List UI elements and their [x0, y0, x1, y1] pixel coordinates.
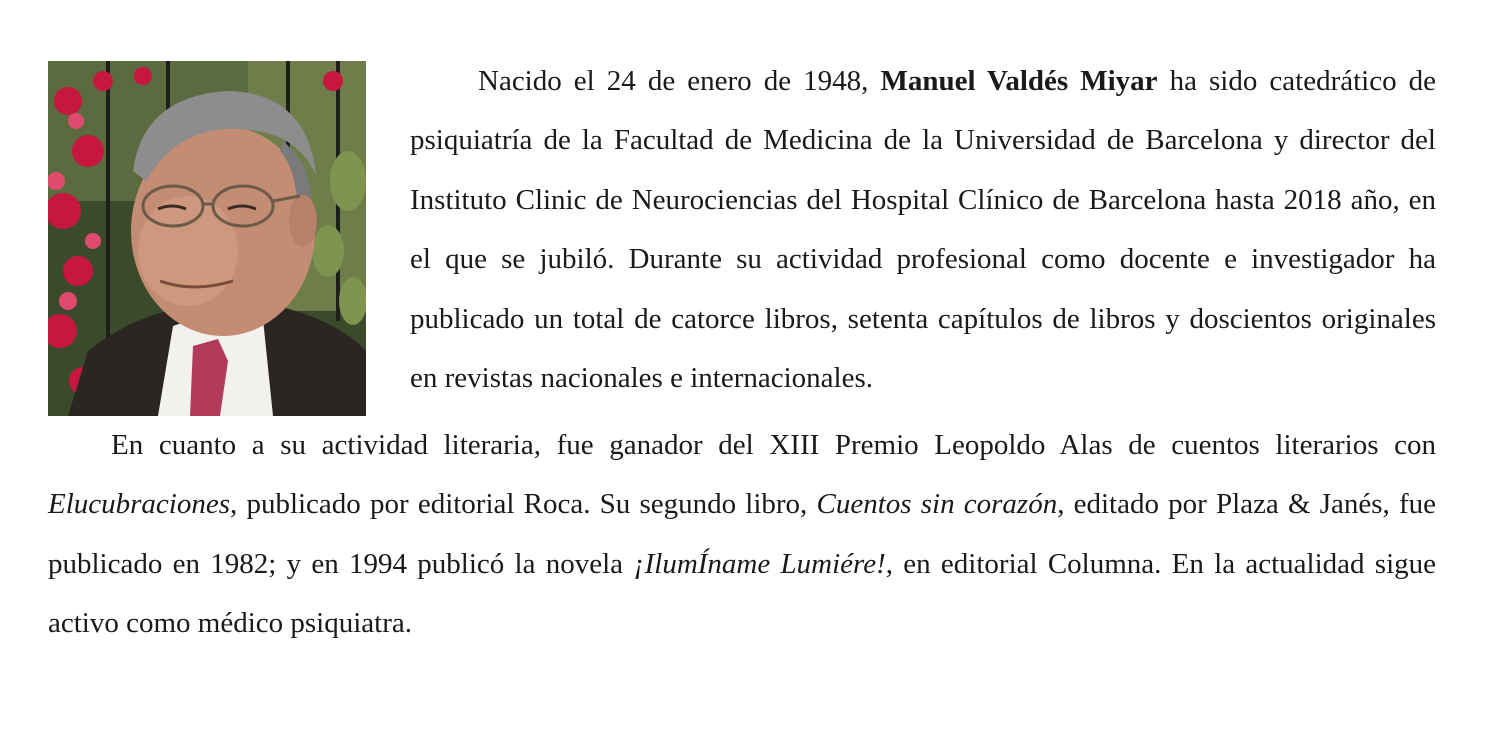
book-title-iluminame: ¡IlumÍname Lumiére! [633, 547, 886, 580]
literary-text-3: , editado por Plaza & Janés, fue publicado en 1982; y en 1994 publicó la novela [48, 488, 1436, 580]
literary-text-1: En cuanto a su actividad literaria, fue ganador del XIII Premio Leopoldo Alas de cuentos literarios con [111, 429, 1436, 461]
author-portrait-photo [48, 61, 366, 416]
literary-text-2: , publicado por editorial Roca. Su segundo libro, [230, 488, 808, 521]
paragraph-literary [48, 416, 1436, 654]
biography-text [48, 52, 1436, 654]
career-text: ha sido catedrático de psiquiatría de la Facultad de Medicina de la Universidad de Barcelona y director del Instituto Clinic de Neurociencias del Hospital Clínico de Barcelona hasta 2018 año, en el que se jubiló. Durante su actividad profesional como docente e investigador ha publicado un total de catorce libros, setenta capítulos de libros y doscientos originales en revistas nacionales e internacionales. [410, 65, 1437, 395]
intro-text: Nacido el 24 de enero de 1948, [478, 65, 869, 97]
author-name: Manuel Valdés Miyar [880, 65, 1158, 97]
literary-text-4: , en editorial Columna. En la actualidad sigue activo como médico psiquiatra. [48, 547, 1437, 640]
book-title-elucubraciones: Elucubraciones [48, 488, 231, 521]
book-title-cuentos: Cuentos sin corazón [816, 488, 1058, 521]
